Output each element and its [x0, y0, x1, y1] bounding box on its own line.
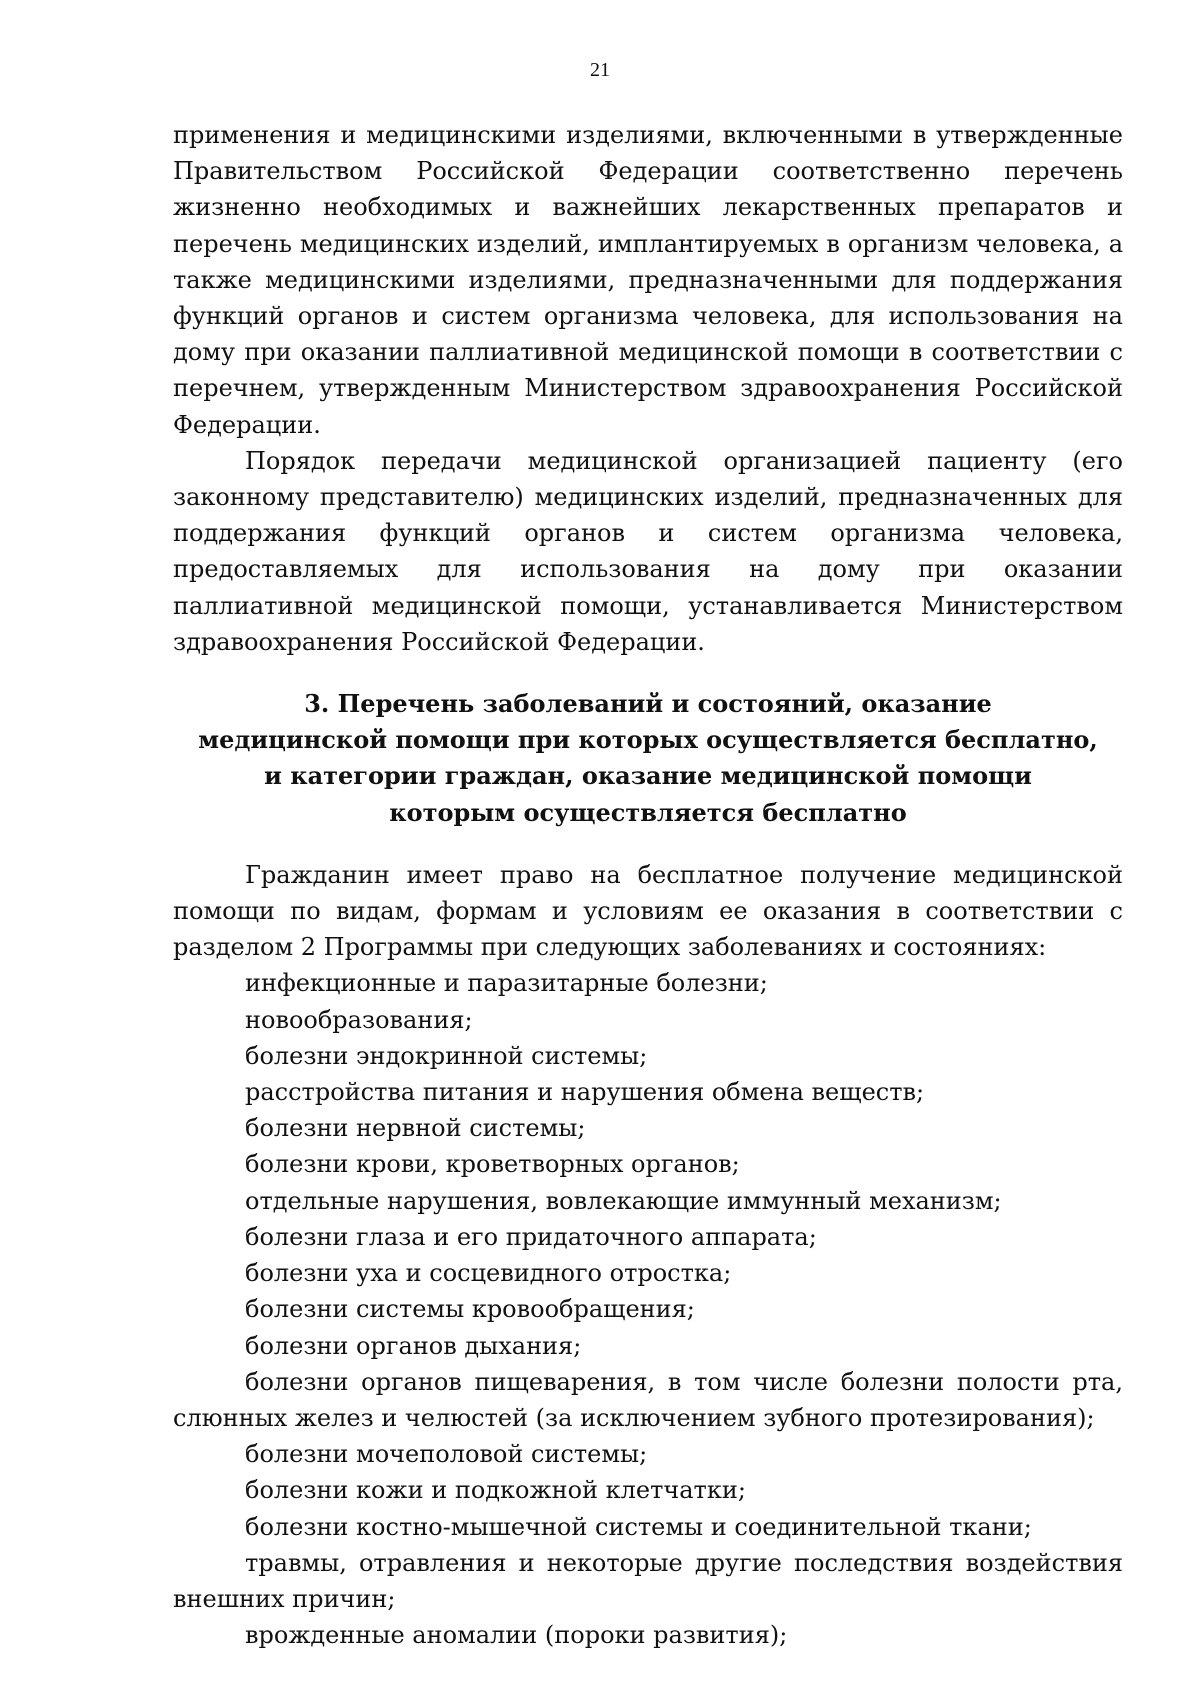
list-item: болезни нервной системы;	[245, 1114, 586, 1143]
list-item: отдельные нарушения, вовлекающие иммунный механизм;	[245, 1186, 1002, 1215]
list-item: расстройства питания и нарушения обмена веществ;	[245, 1078, 925, 1107]
document-body	[173, 117, 1123, 1653]
section-heading-line: 3. Перечень заболеваний и состояний, оказание	[304, 689, 992, 719]
section-heading-line: которым осуществляется бесплатно	[389, 797, 907, 827]
section-heading-line: и категории граждан, оказание медицинской помощи	[264, 761, 1032, 791]
list-item: болезни глаза и его придаточного аппарата;	[245, 1222, 817, 1251]
list-item: врожденные аномалии (пороки развития);	[245, 1621, 788, 1650]
paragraph-continuation: применения и медицинскими изделиями, включенными в утвержденные Правительством Российской Федерации соответственно перечень жизненно необходимых и важнейших лекарственных препаратов и перечень медицинских изделий, имплантируемых в организм человека, а также медицинскими изделиями, предназначенными для поддержания функций органов и систем организма человека, для использования на дому при оказании паллиативной медицинской помощи в соответствии с перечнем, утвержденным Министерством здравоохранения Российской Федерации.	[173, 121, 1123, 439]
list-item: болезни эндокринной системы;	[245, 1041, 648, 1070]
list-item: болезни системы кровообращения;	[245, 1295, 695, 1324]
list-item: болезни мочеполовой системы;	[245, 1440, 648, 1469]
paragraph-transfer-procedure: Порядок передачи медицинской организацией пациенту (его законному представителю) медицинских изделий, предназначенных для поддержания функций органов и систем организма человека, предоставляемых для использования на дому при оказании паллиативной медицинской помощи, устанавливается Министерством здравоохранения Российской Федерации.	[173, 446, 1123, 656]
section-heading-line: медицинской помощи при которых осуществляется бесплатно,	[198, 725, 1098, 755]
conditions-list	[173, 965, 1123, 1653]
list-item: болезни органов дыхания;	[245, 1331, 582, 1360]
section-heading	[173, 686, 1123, 831]
list-item: травмы, отравления и некоторые другие последствия воздействия внешних причин;	[173, 1548, 1123, 1613]
list-item: болезни кожи и подкожной клетчатки;	[245, 1476, 746, 1505]
list-item: болезни костно-мышечной системы и соединительной ткани;	[245, 1512, 1032, 1541]
list-item: новообразования;	[245, 1005, 473, 1034]
page-number: 21	[590, 59, 610, 81]
list-item: инфекционные и паразитарные болезни;	[245, 969, 768, 998]
list-item: болезни крови, кроветворных органов;	[245, 1150, 740, 1179]
list-item: болезни уха и сосцевидного отростка;	[245, 1259, 732, 1288]
list-item: болезни органов пищеварения, в том числе болезни полости рта, слюнных желез и челюстей (за исключением зубного протезирования);	[173, 1367, 1123, 1432]
paragraph-intro: Гражданин имеет право на бесплатное получение медицинской помощи по видам, формам и условиям ее оказания в соответствии с разделом 2 Программы при следующих заболеваниях и состояниях:	[173, 860, 1123, 962]
